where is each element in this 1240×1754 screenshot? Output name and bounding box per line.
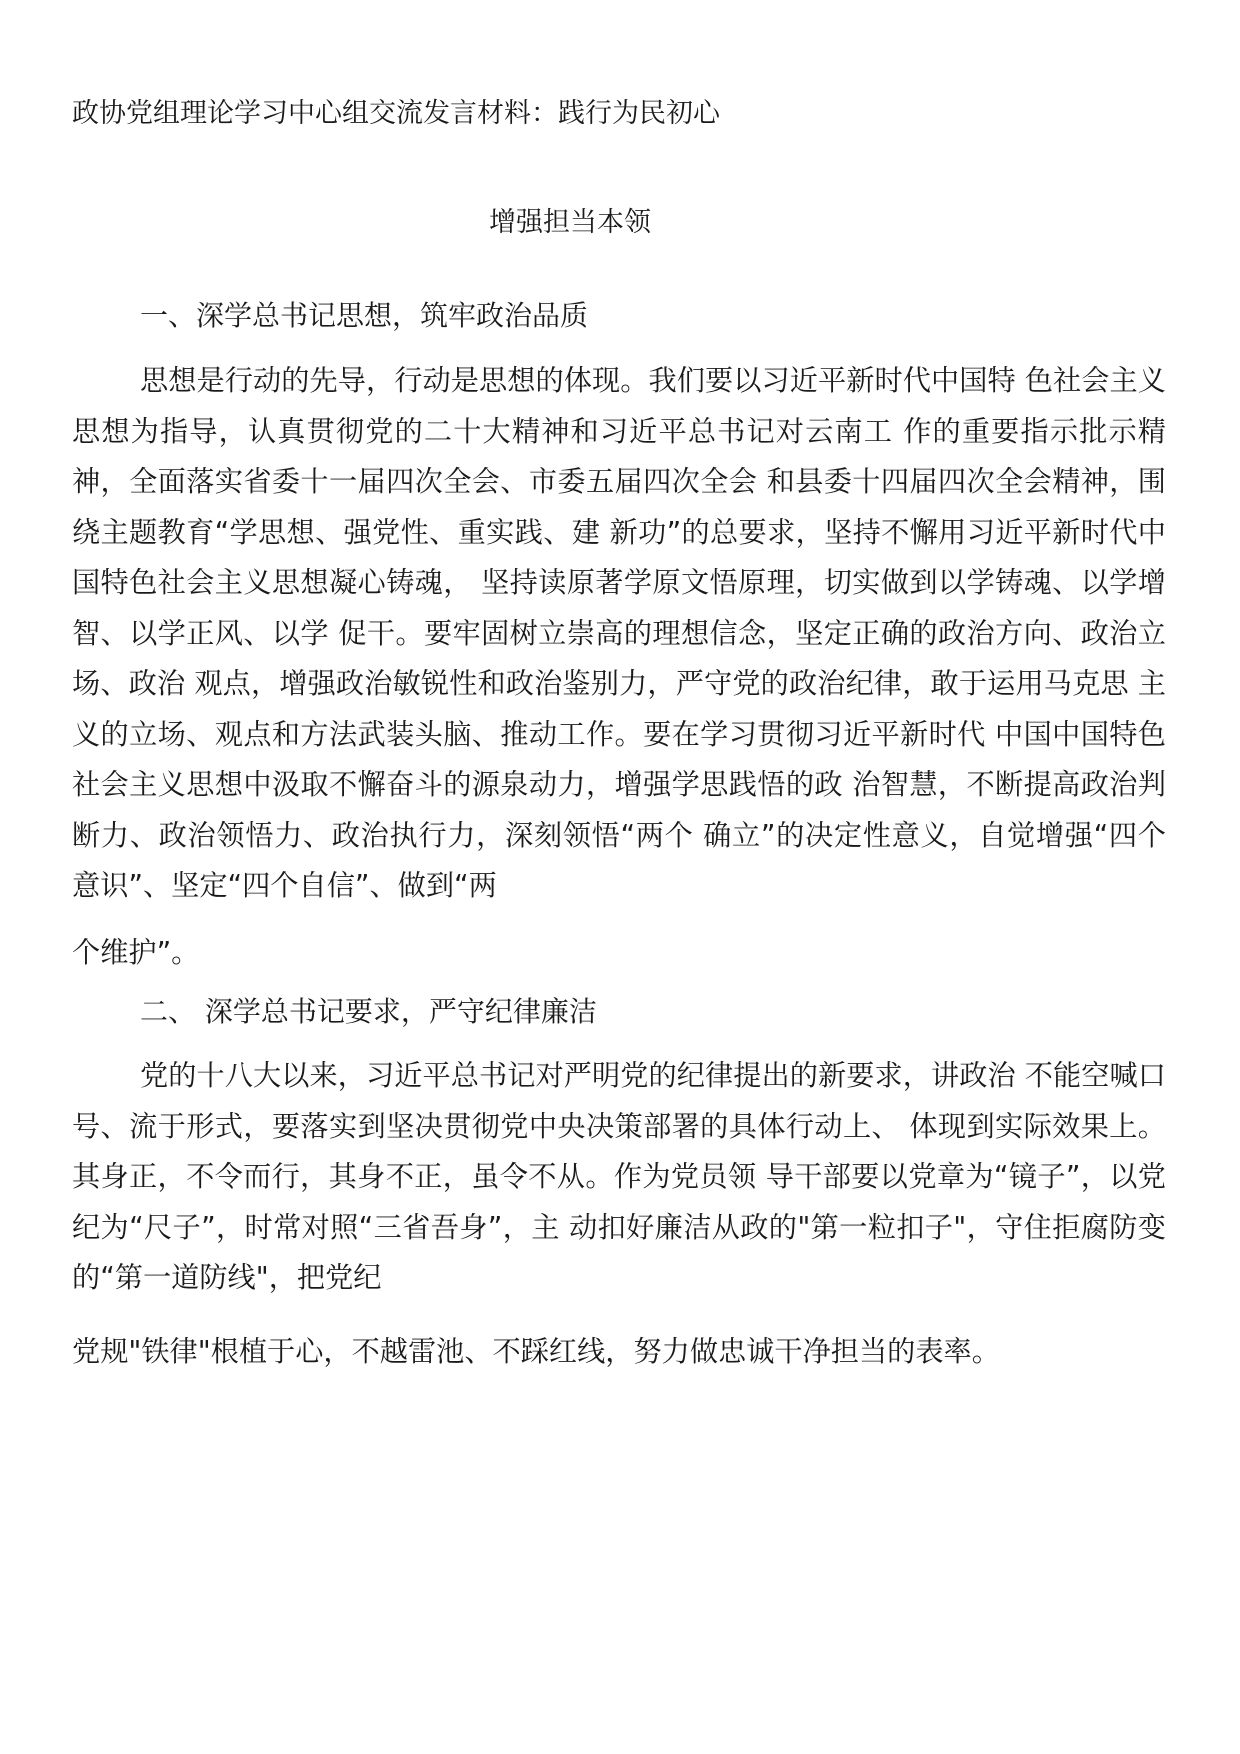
section-1-continuation: 个维护”。 [72,936,200,969]
section-1-paragraph: 思想是行动的先导，行动是思想的体现。我们要以习近平新时代中国特 色社会主义思想为指导，认真贯彻党的二十大精神和习近平总书记对云南工 作的重要指示批示精神，全面落实省委十一届四次全会、市委五届四次全会 和县委十四届四次全会精神，围绕主题教育“学思想、强党性、重实践、建 新功”的总要求，坚持不懈用习近平新时代中国特色社会主义思想凝心铸魂， 坚持读原著学原文悟原理，切实做到以学铸魂、以学增智、以学正风、以学 促干。要牢固树立崇高的理想信念，坚定正确的政治方向、政治立场、政治 观点，增强政治敏锐性和政治鉴别力，严守党的政治纪律，敢于运用马克思 主义的立场、观点和方法武装头脑、推动工作。要在学习贯彻习近平新时代 中国中国特色社会主义思想中汲取不懈奋斗的源泉动力，增强学思践悟的政 治智慧，不断提高政治判断力、政治领悟力、政治执行力，深刻领悟“两个 确立”的决定性意义，自觉增强“四个意识”、坚定“四个自信”、做到“两 [72,364,1166,902]
section-2-continuation: 党规"铁律"根植于心，不越雷池、不踩红线，努力做忠诚干净担当的表率。 [72,1335,1000,1368]
document-title: 政协党组理论学习中心组交流发言材料：践行为民初心 [72,98,720,129]
section-2-heading: 二、 深学总书记要求，严守纪律廉洁 [140,995,597,1028]
document-subtitle: 增强担当本领 [489,207,651,238]
section-1-heading: 一、深学总书记思想，筑牢政治品质 [140,299,589,332]
section-2-paragraph: 党的十八大以来，习近平总书记对严明党的纪律提出的新要求，讲政治 不能空喊口号、流于形式，要落实到坚决贯彻党中央决策部署的具体行动上、 体现到实际效果上。其身正，不令而行，其身不正，虽令不从。作为党员领 导干部要以党章为“镜子”，以党纪为“尺子”，时常对照“三省吾身”，主 动扣好廉洁从政的"第一粒扣子"，守住拒腐防变的“第一道防线"，把党纪 [72,1059,1166,1294]
